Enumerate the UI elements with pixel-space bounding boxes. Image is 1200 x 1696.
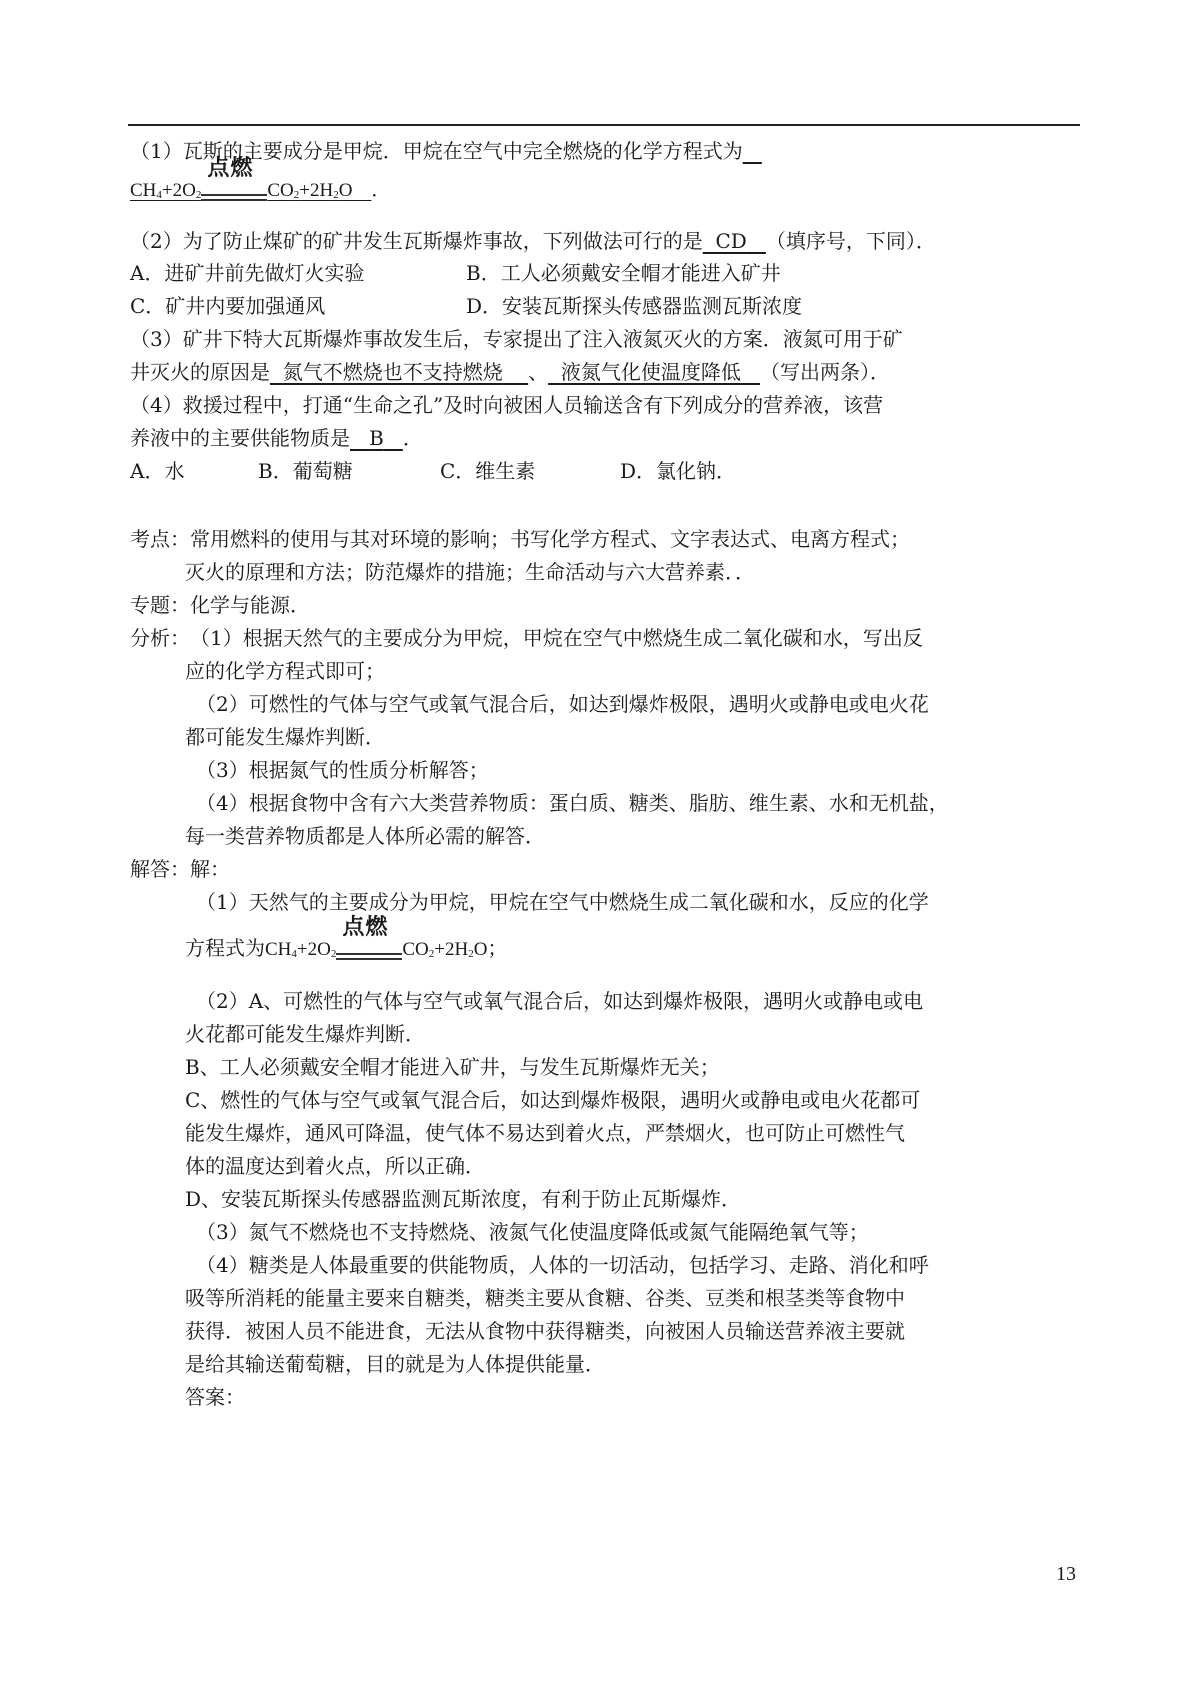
fenxi-p1a: 分析：（1）根据天然气的主要成分为甲烷，甲烷在空气中燃烧生成二氧化碳和水，写出反 bbox=[130, 626, 923, 650]
q4-option-b: B．葡萄糖 bbox=[258, 459, 353, 483]
q3-answer1: 氮气不燃烧也不支持燃烧 bbox=[282, 360, 503, 384]
fenxi-label: 分析： bbox=[130, 626, 190, 650]
fenxi-p4b: 每一类营养物质都是人体所必需的解答． bbox=[185, 824, 545, 848]
jieda-p3: （3）氮气不燃烧也不支持燃烧、液氮气化使温度降低或氮气能隔绝氧气等； bbox=[196, 1220, 869, 1244]
fenxi-p2a: （2）可燃性的气体与空气或氧气混合后，如达到爆炸极限，遇明火或静电或电火花 bbox=[196, 692, 929, 716]
fenxi-p3: （3）根据氮气的性质分析解答； bbox=[196, 758, 489, 782]
q2-option-a: A．进矿井前先做灯火实验 bbox=[130, 261, 365, 285]
jieda-p2d: C、燃性的气体与空气或氧气混合后，如达到爆炸极限，遇明火或静电或电火花都可 bbox=[185, 1088, 921, 1112]
q3-line2: 井灭火的原因是 氮气不燃烧也不支持燃烧 、 液氮气化使温度降低 （写出两条）． bbox=[130, 360, 890, 384]
fenxi-p4a: （4）根据食物中含有六大类营养物质：蛋白质、糖类、脂肪、维生素、水和无机盐， bbox=[196, 791, 949, 815]
q4-line2: 养液中的主要供能物质是 B ． bbox=[130, 426, 423, 450]
jieda-p2f: 体的温度达到着火点，所以正确． bbox=[185, 1154, 485, 1178]
reaction-condition: 点燃 bbox=[201, 182, 267, 208]
q4-options bbox=[130, 458, 736, 484]
jieda-p1a: （1）天然气的主要成分为甲烷，甲烷在空气中燃烧生成二氧化碳和水，反应的化学 bbox=[196, 890, 929, 914]
kaodian-line1: 考点：常用燃料的使用与其对环境的影响；书写化学方程式、文字表达式、电离方程式； bbox=[130, 527, 910, 551]
reaction-condition-2: 点燃 bbox=[336, 941, 402, 967]
q2-stem: （2）为了防止煤矿的矿井发生瓦斯爆炸事故，下列做法可行的是 CD （填序号，下同）． bbox=[130, 229, 936, 253]
kaodian-line2: 灭火的原理和方法；防范爆炸的措施；生命活动与六大营养素．． bbox=[185, 560, 755, 584]
q3-answer2: 液氮气化使温度降低 bbox=[560, 360, 741, 384]
zhuanti: 专题：化学与能源． bbox=[130, 593, 310, 617]
jieda-p2e: 能发生爆炸，通风可降温，使气体不易达到着火点，严禁烟火，也可防止可燃性气 bbox=[185, 1121, 905, 1145]
jieda-header: 解答：解： bbox=[130, 857, 230, 881]
jieda-answer-label: 答案： bbox=[185, 1385, 245, 1409]
q3-line1: （3）矿井下特大瓦斯爆炸事故发生后，专家提出了注入液氮灭火的方案．液氮可用于矿 bbox=[130, 327, 903, 351]
q2-option-d: D．安装瓦斯探头传感器监测瓦斯浓度 bbox=[466, 294, 803, 318]
q1-stem: （1）瓦斯的主要成分是甲烷．甲烷在空气中完全燃烧的化学方程式为 bbox=[130, 139, 743, 163]
q2-option-c: C．矿井内要加强通风 bbox=[130, 294, 326, 318]
q2-options-row1 bbox=[130, 260, 781, 286]
jieda-p2c: B、工人必须戴安全帽才能进入矿井，与发生瓦斯爆炸无关； bbox=[185, 1055, 720, 1079]
q1-equation: $CH_4+2O_2$ 点燃 $CO_2+2H_2O$ ． bbox=[130, 178, 390, 208]
kaodian-label: 考点： bbox=[130, 527, 190, 551]
jieda-p2b: 火花都可能发生爆炸判断． bbox=[185, 1022, 425, 1046]
q2-options-row2 bbox=[130, 293, 802, 319]
q4-option-c: C．维生素 bbox=[440, 459, 536, 483]
zhuanti-label: 专题： bbox=[130, 593, 190, 617]
q4-option-d: D．氯化钠． bbox=[620, 459, 737, 483]
jieda-p2a: （2）A、可燃性的气体与空气或氧气混合后，如达到爆炸极限，遇明火或静电或电 bbox=[196, 989, 924, 1013]
fenxi-p2b: 都可能发生爆炸判断． bbox=[185, 725, 385, 749]
jieda-p4b: 吸等所消耗的能量主要来自糖类，糖类主要从食糖、谷类、豆类和根茎类等食物中 bbox=[185, 1286, 905, 1310]
fenxi-p1b: 应的化学方程式即可； bbox=[185, 659, 385, 683]
header-rule bbox=[128, 124, 1080, 126]
page-number: 13 bbox=[1056, 1563, 1076, 1585]
jieda-p4c: 获得．被困人员不能进食，无法从食物中获得糖类，向被困人员输送营养液主要就 bbox=[185, 1319, 905, 1343]
q2-option-b: B．工人必须戴安全帽才能进入矿井 bbox=[466, 261, 781, 285]
jieda-label: 解答： bbox=[130, 857, 190, 881]
jieda-p4d: 是给其输送葡萄糖，目的就是为人体提供能量． bbox=[185, 1352, 605, 1376]
jieda-p2g: D、安装瓦斯探头传感器监测瓦斯浓度，有利于防止瓦斯爆炸． bbox=[185, 1187, 742, 1211]
q4-line1: （4）救援过程中，打通“生命之孔”及时向被困人员输送含有下列成分的营养液，该营 bbox=[130, 393, 884, 417]
jieda-p4a: （4）糖类是人体最重要的供能物质，人体的一切活动，包括学习、走路、消化和呼 bbox=[196, 1253, 929, 1277]
q4-answer: B bbox=[369, 426, 384, 450]
jieda-p1b: 方程式为$CH_4+2O_2$ 点燃 $CO_2+2H_2O$； bbox=[185, 935, 507, 967]
q4-option-a: A．水 bbox=[130, 459, 185, 483]
q2-answer: CD bbox=[715, 229, 747, 253]
